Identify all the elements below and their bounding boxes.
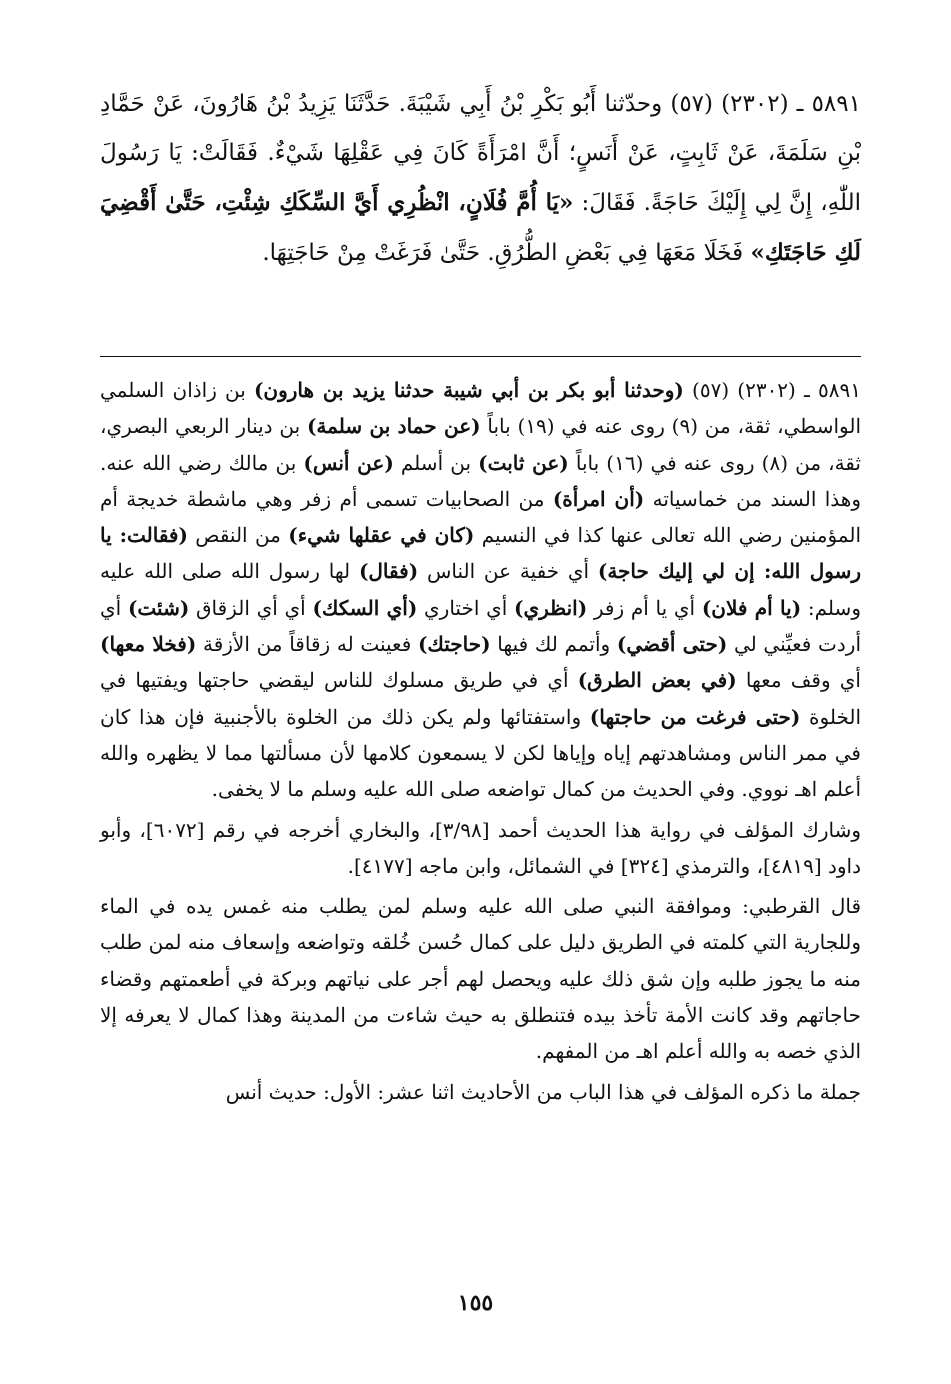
commentary-quoted-text: (فقال) <box>358 559 419 584</box>
book-page <box>100 80 861 1384</box>
commentary-paragraph-3: قال القرطبي: وموافقة النبي صلى الله عليه وسلم لمن يطلب منه غمس يده في الماء وللجارية التي كلمته في الطريق دليل على كمال حُسن خُلقه وتواضعه وإسعاف منه لمن طلب منه ما يجوز طلبه وإن شق ذلك عليه ويحصل لهم أجر على نياتهم وبركة في أطعمتهم وقضاء حاجاتهم وقد كانت الأمة تأخذ بيده فتنطلق به حيث شاءت من المدينة وهذا كمال لا يعرفه إلا الذي خصه به والله أعلم اهـ من المفهم. <box>100 894 861 1064</box>
commentary-quoted-text: (شئت) <box>127 595 190 620</box>
commentary-paragraph-1 <box>100 372 861 808</box>
commentary-text-run: ٥٨٩١ ـ (٢٣٠٢) (٥٧) <box>683 378 861 402</box>
commentary-quoted-text: (يا أم فلان) <box>701 595 802 620</box>
commentary-section <box>100 372 861 1110</box>
commentary-text-run: بن أسلم <box>393 450 479 475</box>
commentary-quoted-text: (أي السكك) <box>312 595 418 620</box>
hadith-prophet-words: «يَا أُمَّ فُلَانٍ، انْظُرِي أَيَّ السِّكَكِ شِئْتِ، حَتَّىٰ أَقْضِيَ لَكِ حَاجَتَكِ» <box>100 189 861 266</box>
footnote-divider <box>100 356 861 357</box>
commentary-text-run: أي اختاري <box>417 595 515 620</box>
commentary-text-run: من النقص <box>187 523 289 548</box>
commentary-text-run: بن مالك رضي الله عنه. وهذا السند من خماسياته <box>100 450 861 511</box>
commentary-text-run: فعينت له زقاقاً من الأزقة <box>196 632 418 657</box>
commentary-text-run: أي وقف معها <box>736 668 861 693</box>
page-number: ١٥٥ <box>457 1290 494 1316</box>
commentary-text-run: أي في طريق مسلوك للناس ليقضي حاجتها ويفتيها في الخلوة <box>100 668 861 729</box>
hadith-text <box>100 80 861 278</box>
commentary-quoted-text: (فقالت: يا رسول الله: إن لي إليك حاجة) <box>100 523 862 584</box>
commentary-text-run: بن زاذان السلمي الواسطي، ثقة، من (٩) روى عنه في (١٩) باباً <box>100 378 861 439</box>
commentary-quoted-text: (عن أنس) <box>303 450 394 475</box>
commentary-text-run: بن دينار الربعي البصري، ثقة، من (٨) روى عنه في (١٦) باباً <box>100 414 861 475</box>
hadith-narration: ٥٨٩١ ـ (٢٣٠٢) (٥٧) وحدّثنا أَبُو بَكْرِ بْنُ أَبِي شَيْبَةَ. حَدَّثَنَا يَزِيدُ بْنُ هَارُونَ، عَنْ حَمَّادِ بْنِ سَلَمَةَ، عَنْ ثَابِتٍ، عَنْ أَنَسٍ؛ أَنَّ امْرَأَةً كَانَ فِي عَقْلِهَا شَيْءٌ. فَقَالَتْ: يَا رَسُولَ اللّٰهِ، إِنَّ لِي إِلَيْكَ حَاجَةً. فَقَالَ: <box>100 91 861 216</box>
commentary-quoted-text: (حتى أقضي) <box>616 632 728 657</box>
commentary-quoted-text: (فخلا معها) <box>100 632 197 657</box>
commentary-text-run: أي أردت فعيِّني لي <box>100 595 861 657</box>
commentary-quoted-text: (حتى فرغت من حاجتها) <box>589 704 801 729</box>
commentary-quoted-text: (أن امرأة) <box>552 486 645 511</box>
commentary-text-run: لها رسول الله صلى الله عليه وسلم: <box>100 559 861 620</box>
hadith-ending: فَخَلَا مَعَهَا فِي بَعْضِ الطُّرُقِ. حَتَّىٰ فَرَغَتْ مِنْ حَاجَتِهَا. <box>262 240 751 266</box>
commentary-quoted-text: (في بعض الطرق) <box>577 668 737 693</box>
commentary-quoted-text: (حاجتك) <box>417 632 491 657</box>
commentary-text-run: وأتمم لك فيها <box>490 632 617 657</box>
commentary-text-run: من الصحابيات تسمى أم زفر وهي ماشطة خديجة أم المؤمنين رضي الله تعالى عنها كذا في النسيم <box>100 486 861 548</box>
commentary-text-run: أي أي الزقاق <box>189 595 313 620</box>
commentary-quoted-text: (عن حماد بن سلمة) <box>306 414 481 439</box>
commentary-quoted-text: (كان في عقلها شيء) <box>288 523 475 548</box>
commentary-quoted-text: (وحدثنا أبو بكر بن أبي شيبة حدثنا يزيد بن هارون) <box>253 378 684 402</box>
commentary-paragraph-2: وشارك المؤلف في رواية هذا الحديث أحمد [٣/٩٨]، والبخاري أخرجه في رقم [٦٠٧٢]، وأبو داود [٤٨١٩]، والترمذي [٣٢٤] في الشمائل، وابن ماجه [٤١٧٧]. <box>100 817 862 878</box>
commentary-quoted-text: (انظري) <box>514 595 588 620</box>
commentary-text-run: أي يا أم زفر <box>587 595 702 620</box>
commentary-paragraph-4: جملة ما ذكره المؤلف في هذا الباب من الأحاديث اثنا عشر: الأول: حديث أنس <box>225 1079 861 1104</box>
commentary-quoted-text: (عن ثابت) <box>478 450 569 475</box>
commentary-text-run: واستفتائها ولم يكن ذلك من الخلوة بالأجنبية فإن هذا كان في ممر الناس ومشاهدتهم إياه وإياها لكن لا يسمعون كلامها لأن مسألتها مما لا يظهره والله أعلم اهـ نووي. وفي الحديث من كمال تواضعه صلى الله عليه وسلم ما لا يخفى. <box>100 704 861 802</box>
commentary-text-run: أي خفية عن الناس <box>418 559 598 584</box>
